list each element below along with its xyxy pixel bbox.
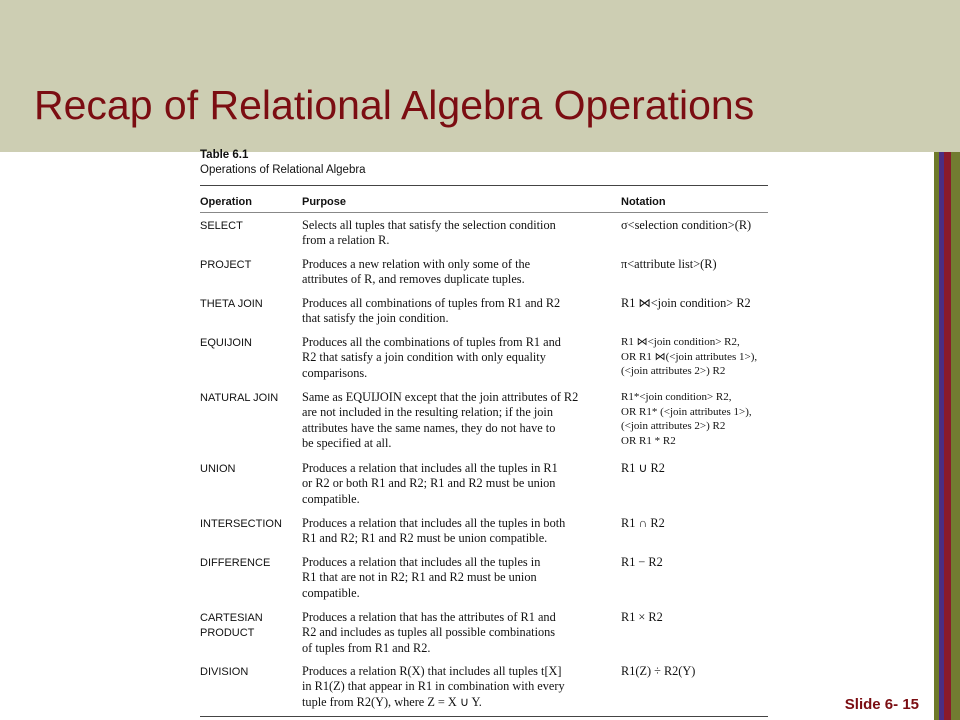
operation-name: PROJECT: [200, 259, 252, 271]
column-header-operation: Operation: [200, 196, 252, 208]
operation-name: NATURAL JOIN: [200, 392, 279, 404]
table-bottom-rule: [200, 716, 768, 717]
operation-notation: R1 × R2: [621, 610, 663, 624]
operation-notation: R1 − R2: [621, 555, 663, 569]
operation-notation: R1 ∪ R2: [621, 461, 665, 475]
operation-notation: σ<selection condition>(R): [621, 218, 752, 232]
operation-name: EQUIJOIN: [200, 337, 252, 349]
operation-notation: π<attribute list>(R): [621, 257, 717, 271]
operation-purpose: Produces all combinations of tuples from R1 and R2 that satisfy the join condition.: [302, 296, 561, 326]
operation-purpose: Produces a relation that includes all the tuples in R1 or R2 or both R1 and R2; R1 and R2 must be union compatible.: [302, 461, 558, 506]
operation-name: INTERSECTION: [200, 518, 282, 530]
table-top-rule: [200, 185, 768, 186]
slide-title: Recap of Relational Algebra Operations: [34, 82, 755, 128]
table-caption: Table 6.1: [200, 149, 249, 161]
decorative-stripe: [951, 152, 960, 720]
operation-purpose: Same as EQUIJOIN except that the join attributes of R2 are not included in the resulting relation; if the join attributes have the same names, they do not have to be specified at all.: [302, 390, 579, 451]
operation-name: UNION: [200, 463, 236, 475]
operation-name: DIVISION: [200, 666, 249, 678]
operation-purpose: Produces a new relation with only some of the attributes of R, and removes duplicate tuples.: [302, 257, 531, 287]
operation-name: CARTESIAN PRODUCT: [200, 612, 263, 639]
operation-name: DIFFERENCE: [200, 557, 271, 569]
operation-name: SELECT: [200, 220, 243, 232]
operation-notation: R1 ⋈<join condition> R2: [621, 296, 751, 310]
operation-notation: R1 ⋈<join condition> R2, OR R1 ⋈(<join attributes 1>), (<join attributes 2>) R2: [621, 336, 758, 377]
decorative-stripe: [944, 152, 951, 720]
operation-purpose: Produces a relation that includes all the tuples in both R1 and R2; R1 and R2 must be union compatible.: [302, 516, 566, 546]
operation-notation: R1*<join condition> R2, OR R1* (<join attributes 1>), (<join attributes 2>) R2 OR R1 * R2: [621, 391, 752, 447]
operation-purpose: Produces all the combinations of tuples from R1 and R2 that satisfy a join condition with only equality comparisons.: [302, 335, 561, 380]
column-header-notation: Notation: [621, 196, 666, 208]
operation-purpose: Produces a relation R(X) that includes all tuples t[X] in R1(Z) that appear in R1 in combination with every tuple from R2(Y), where Z = X ∪ Y.: [302, 664, 565, 709]
operation-purpose: Produces a relation that has the attributes of R1 and R2 and includes as tuples all possible combinations of tuples from R1 and R2.: [302, 610, 556, 655]
operation-notation: R1 ∩ R2: [621, 516, 665, 530]
header-band: [0, 0, 960, 152]
slide-number: Slide 6- 15: [844, 696, 919, 713]
operation-notation: R1(Z) ÷ R2(Y): [621, 664, 696, 678]
operation-purpose: Produces a relation that includes all the tuples in R1 that are not in R2; R1 and R2 must be union compatible.: [302, 555, 541, 600]
column-header-purpose: Purpose: [302, 196, 347, 208]
table-subcaption: Operations of Relational Algebra: [200, 164, 366, 176]
operation-purpose: Selects all tuples that satisfy the selection condition from a relation R.: [302, 218, 556, 248]
operation-name: THETA JOIN: [200, 298, 263, 310]
table-header-rule: [200, 212, 768, 213]
